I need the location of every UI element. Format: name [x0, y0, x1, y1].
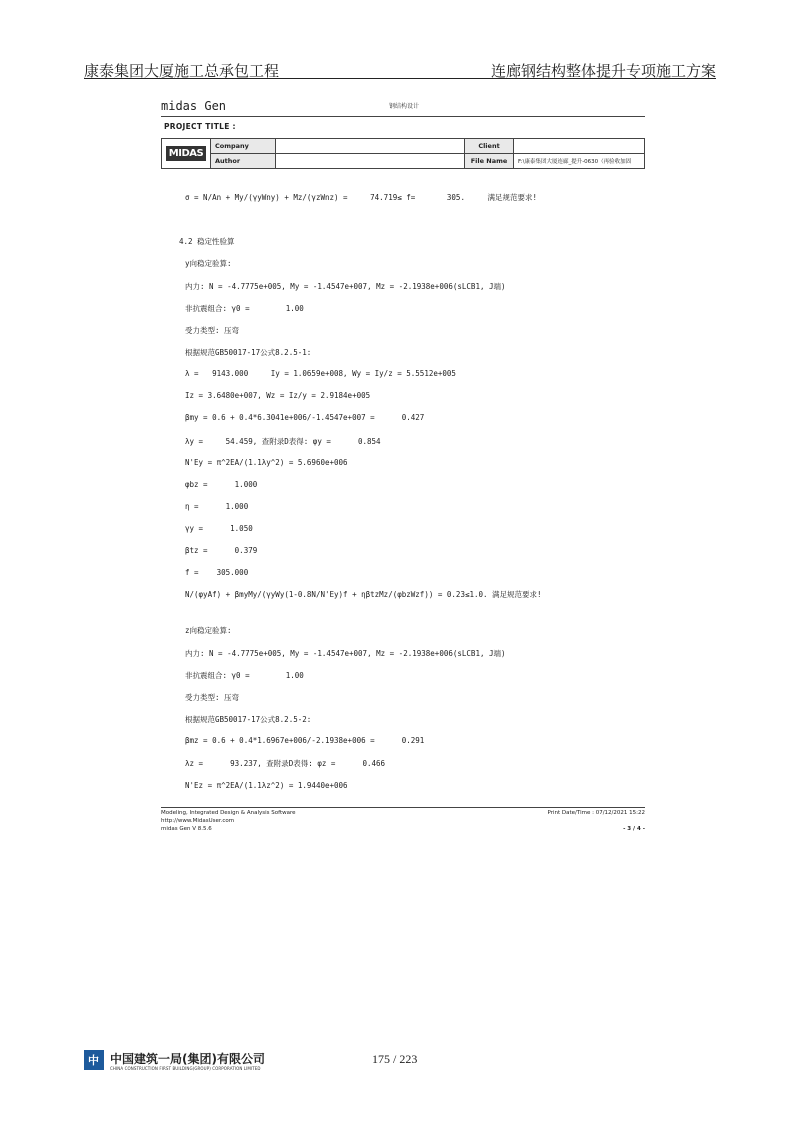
calc-line-iz: Iz = 3.6480e+007, Wz = Iz/y = 2.9184e+005 — [185, 391, 371, 400]
project-title-label: PROJECT TITLE : — [164, 122, 236, 131]
calc-line-nez: N'Ez = π^2EA/(1.1λz^2) = 1.9440e+006 — [185, 781, 348, 790]
calc-line-y-forces: 内力: N = -4.7775e+005, My = -1.4547e+007, Mz = -2.1938e+006(sLCB1, J端) — [185, 282, 506, 291]
calc-line-lambda-z: λz = 93.237, 查附录D表得: φz = 0.466 — [185, 759, 386, 768]
company-label: Company — [211, 139, 276, 154]
report-footer-print-date: Print Date/Time : 07/12/2021 15:22 — [547, 810, 645, 816]
page-header-left: 康泰集团大厦施工总承包工程 — [84, 62, 280, 80]
page-header-right: 连廊钢结构整体提升专项施工方案 — [490, 62, 716, 80]
calc-line-f: f = 305.000 — [185, 568, 249, 577]
calc-line-phi-bz: φbz = 1.000 — [185, 480, 258, 489]
calc-line-ney: N'Ey = π^2EA/(1.1λy^2) = 5.6960e+006 — [185, 458, 348, 467]
report-title-rule — [161, 116, 645, 117]
filename-value: F:\康泰集团大厦连廊_提升-0630（再验收加固 — [514, 154, 645, 169]
filename-label: File Name — [465, 154, 514, 169]
midas-report — [161, 96, 645, 836]
company-logo-glyph: 中 — [88, 1054, 99, 1067]
company-name-cn: 中国建筑一局(集团)有限公司 — [110, 1052, 265, 1066]
calc-line-z-heading: z向稳定验算: — [185, 626, 232, 635]
calc-line-z-combo: 非抗震组合: γ0 = 1.00 — [185, 671, 304, 680]
calc-line-beta-tz: βtz = 0.379 — [185, 546, 258, 555]
report-footer-version: midas Gen V 8.5.6 — [161, 826, 212, 832]
calc-line-y-type: 受力类型: 压弯 — [185, 326, 240, 335]
page-number: 175 / 223 — [372, 1052, 418, 1066]
company-value — [276, 139, 465, 154]
calc-line-lambda-iy: λ = 9143.000 Iy = 1.0659e+008, Wy = Iy/z = 5.5512e+005 — [185, 369, 456, 378]
report-sub-title: 钢结构设计 — [389, 103, 420, 110]
report-info-table — [161, 138, 645, 169]
page-header-rule — [84, 78, 716, 79]
calc-line-z-code: 根据规范GB50017-17公式8.2.5-2: — [185, 715, 312, 724]
calc-line-y-heading: y向稳定验算: — [185, 259, 232, 268]
calc-line-y-result: N/(φyAf) + βmyMy/(γyWy(1-0.8N/N'Ey)f + ηβtzMz/(φbzWzf)) = 0.23≤1.0. 满足规范要求! — [185, 590, 542, 599]
calc-line-z-forces: 内力: N = -4.7775e+005, My = -1.4547e+007, Mz = -2.1938e+006(sLCB1, J端) — [185, 649, 506, 658]
client-value — [514, 139, 645, 154]
calc-line-lambda-y: λy = 54.459, 查附录D表得: φy = 0.854 — [185, 437, 381, 446]
midas-logo-text: MIDAS — [166, 146, 206, 161]
company-name-en: CHINA CONSTRUCTION FIRST BUILDING(GROUP) CORPORATION LIMITED — [110, 1066, 261, 1071]
section-heading-stability: 4.2 稳定性验算 — [179, 237, 235, 246]
calc-line-z-type: 受力类型: 压弯 — [185, 693, 240, 702]
client-label: Client — [465, 139, 514, 154]
calc-line-y-combo: 非抗震组合: γ0 = 1.00 — [185, 304, 304, 313]
calc-line-eta: η = 1.000 — [185, 502, 249, 511]
report-app-title: midas Gen — [161, 99, 227, 113]
report-footer-url: http://www.MidasUser.com — [161, 818, 235, 824]
calc-line-gamma-y: γy = 1.050 — [185, 524, 253, 533]
author-value — [276, 154, 465, 169]
author-label: Author — [211, 154, 276, 169]
calc-line-y-code: 根据规范GB50017-17公式8.2.5-1: — [185, 348, 312, 357]
midas-logo — [162, 139, 211, 169]
calc-line-beta-my: βmy = 0.6 + 0.4*6.3041e+006/-1.4547e+007 = 0.427 — [185, 413, 425, 422]
report-footer-software: Modeling, Integrated Design & Analysis Software — [161, 810, 296, 816]
calc-line-stress-check: σ = N/An + My/(γyWny) + Mz/(γzWnz) = 74.719≤ f= 305. 满足规范要求! — [185, 193, 538, 202]
report-footer-rule — [161, 807, 645, 808]
calc-line-beta-mz: βmz = 0.6 + 0.4*1.6967e+006/-2.1938e+006 = 0.291 — [185, 736, 425, 745]
report-footer-page: - 3 / 4 - — [623, 826, 645, 832]
